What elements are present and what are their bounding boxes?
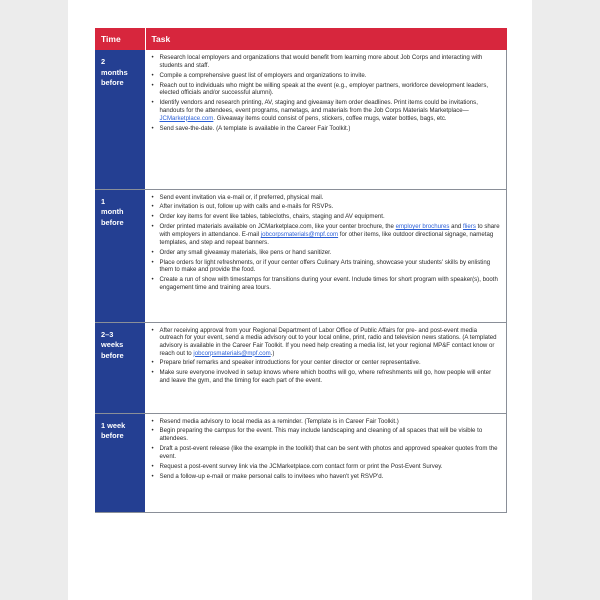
task-text: Send event invitation via e-mail or, if preferred, physical mail. <box>159 193 324 201</box>
schedule-table <box>95 28 507 513</box>
task-text: Draft a post-event release (like the example in the toolkit) that can be sent with photos and approved speaker quotes from the event. <box>159 445 498 460</box>
task-item <box>152 125 501 133</box>
task-list <box>152 327 501 385</box>
task-text: Send a follow-up e-mail or make personal calls to invitees who haven't yet RSVP'd. <box>159 472 384 480</box>
task-text: Create a run of show with timestamps for transitions during your event. Include times for short program with speaker(s), booth engagement time and training area tours. <box>159 276 498 291</box>
task-cell <box>145 322 507 413</box>
task-item <box>152 445 501 460</box>
table-row <box>95 50 507 189</box>
task-cell <box>145 413 507 512</box>
time-label-line: 1 <box>101 196 106 206</box>
task-list <box>152 54 501 132</box>
task-link[interactable]: jobcorpsmaterials@mpf.com <box>193 349 271 357</box>
task-link[interactable]: employer brochures <box>395 223 450 231</box>
time-label-line: 2–3 <box>101 329 114 339</box>
task-text: to share with employers in attendance. E-mail <box>159 223 500 239</box>
table-row <box>95 322 507 413</box>
time-label-line: before <box>101 78 124 88</box>
task-link[interactable]: jobcorpsmaterials@mpf.com <box>260 231 339 239</box>
task-item <box>152 359 501 367</box>
task-text: for other items, like outdoor directional signage, nametag templates, and step and repeat banners. <box>159 231 494 246</box>
task-item <box>152 327 501 358</box>
task-item <box>152 369 501 384</box>
task-text: After invitation is out, follow up with calls and e-mails for RSVPs. <box>159 203 334 211</box>
time-cell <box>95 322 145 413</box>
time-label-line: weeks <box>101 340 124 350</box>
time-cell <box>95 50 145 189</box>
time-label-line: 1 week <box>101 420 126 430</box>
task-item <box>152 418 501 426</box>
task-item <box>152 259 501 274</box>
task-text: Resend media advisory to local media as a reminder. (Template is in Career Fair Toolkit.) <box>159 417 399 425</box>
task-item <box>152 223 501 246</box>
task-item <box>152 54 501 69</box>
document-page <box>68 0 532 600</box>
time-cell <box>95 413 145 512</box>
task-item <box>152 427 501 442</box>
table-row <box>95 413 507 512</box>
task-text: Request a post-event survey link via the JCMarketplace.com contact form or print the Post-Event Survey. <box>159 462 443 470</box>
task-item <box>152 463 501 471</box>
task-text: Prepare brief remarks and speaker introductions for your center director or center representative. <box>159 359 421 367</box>
table-row <box>95 189 507 322</box>
task-item <box>152 203 501 211</box>
task-cell <box>145 50 507 189</box>
task-item <box>152 99 501 122</box>
task-link[interactable]: JCMarketplace.com <box>159 114 214 122</box>
time-label-line: before <box>101 217 124 227</box>
task-item <box>152 249 501 257</box>
time-label-line: month <box>101 207 124 217</box>
task-text: Research local employers and organizations that would benefit from learning more about Job Corps and interacting with students and staff. <box>159 54 483 69</box>
task-cell <box>145 189 507 322</box>
task-text: Reach out to individuals who might be willing speak at the event (e.g., employer partners, workforce development leaders, elected officials and/or successful alumni). <box>159 81 489 97</box>
schedule-body <box>95 50 507 512</box>
task-item <box>152 276 501 291</box>
task-text: Compile a comprehensive guest list of employers and organizations to invite. <box>159 71 367 79</box>
task-text: .) <box>270 349 275 357</box>
task-text: Order printed materials available on JCMarketplace.com, like your center brochure, the <box>159 223 396 231</box>
task-item <box>152 213 501 221</box>
table-header-row <box>95 28 507 50</box>
task-text: Identify vendors and research printing, AV, staging and giveaway item order deadlines. Print items could be invitations, handouts for the attendees, event programs, nametags, and materials from the Job Corps Materials Marketplace— <box>159 99 478 114</box>
task-text: Order key items for event like tables, tablecloths, chairs, staging and AV equipment. <box>159 213 385 221</box>
task-column-header: Task <box>145 28 507 50</box>
task-text: Begin preparing the campus for the event. This may include landscaping and cleaning of all spaces that will be visible to attendees. <box>159 427 483 443</box>
task-text: Place orders for light refreshments, or if your center offers Culinary Arts training, showcase your students' skills by enlisting them to make and provide the food. <box>159 258 491 274</box>
task-text: Make sure everyone involved in setup knows where which booths will go, where refreshments will go, how people will enter and leave the gym, and the timing for each part of the event. <box>159 369 492 385</box>
time-label-line: 2 <box>101 57 106 66</box>
time-label-line: before <box>101 350 124 360</box>
time-column-header: Time <box>95 28 145 50</box>
time-label-line: before <box>101 431 124 441</box>
task-item <box>152 194 501 202</box>
task-text: Send save-the-date. (A template is available in the Career Fair Toolkit.) <box>159 124 351 132</box>
task-text: . Giveaway items could consist of pens, stickers, coffee mugs, water bottles, bags, etc. <box>213 114 447 122</box>
task-text: Order any small giveaway materials, like pens or hand sanitizer. <box>159 248 332 256</box>
task-link[interactable]: fliers <box>463 223 476 231</box>
task-list <box>152 194 501 292</box>
task-text: and <box>449 223 463 231</box>
time-label-line: months <box>101 67 128 77</box>
task-text: After receiving approval from your Regional Department of Labor Office of Public Affairs for pre- and post-event media outreach for your event, send a media advisory out to your local online, print, radio and television news stations. (A templated advisory is available in the Career Fair Toolkit. If you need help creating a media list, let your regional MP&F contact know or reach out to <box>159 326 497 357</box>
time-cell <box>95 189 145 322</box>
task-item <box>152 72 501 80</box>
task-item <box>152 82 501 97</box>
task-list <box>152 418 501 481</box>
task-item <box>152 473 501 481</box>
